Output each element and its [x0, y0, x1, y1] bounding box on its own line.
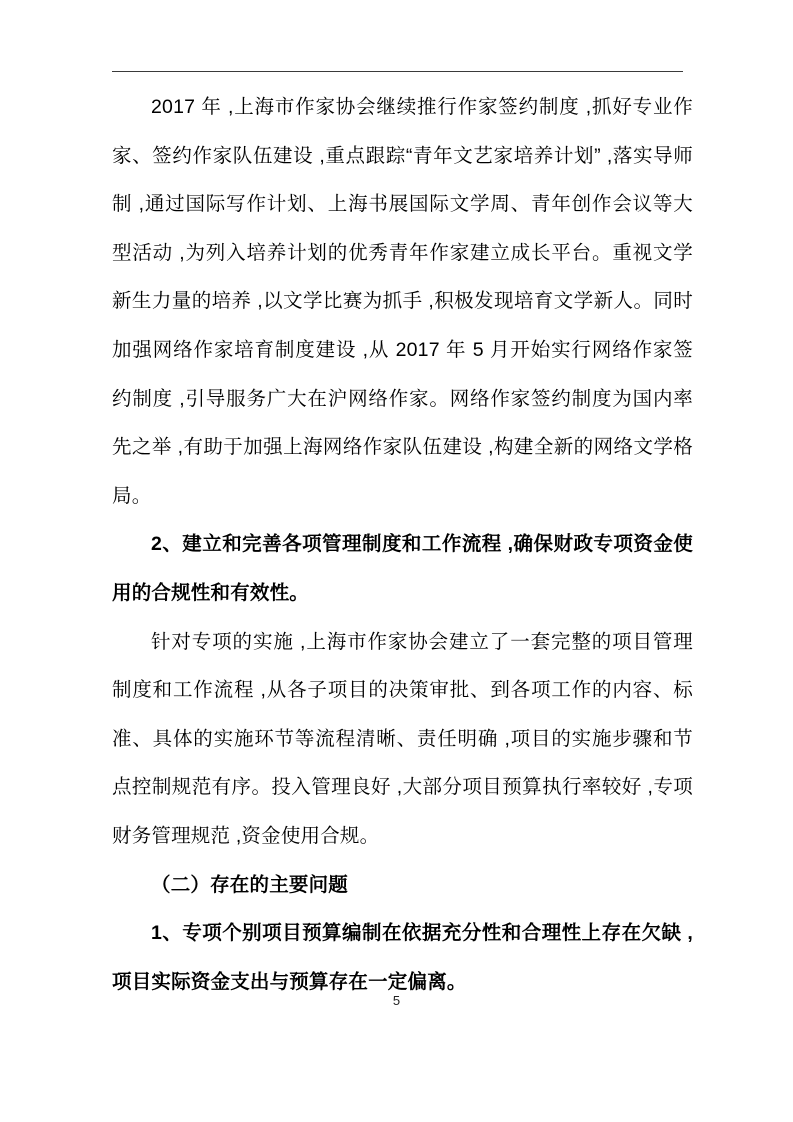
page-footer	[0, 992, 793, 1010]
page-number: 5	[392, 993, 401, 1008]
header-rule	[112, 71, 683, 72]
paragraph-signing-system: 2017 年 ,上海市作家协会继续推行作家签约制度 ,抓好专业作家、签约作家队伍建设 ,重点跟踪“青年文艺家培养计划” ,落实导师制 ,通过国际写作计划、上海书展国际文学周、青年创作会议等大型活动 ,为列入培养计划的优秀青年作家建立成长平台。重视文学新生力量的培养 ,以文学比赛为抓手 ,积极发现培育文学新人。同时加强网络作家培育制度建设 ,从 2017 年 5 月开始实行网络作家签约制度 ,引导服务广大在沪网络作家。网络作家签约制度为国内率先之举 ,有助于加强上海网络作家队伍建设 ,构建全新的网络文学格局。	[112, 96, 693, 507]
document-body	[112, 83, 693, 1006]
paragraph-project-management: 针对专项的实施 ,上海市作家协会建立了一套完整的项目管理制度和工作流程 ,从各子项目的决策审批、到各项工作的内容、标准、具体的实施环节等流程清晰、责任明确 ,项目的实施步骤和节点控制规范有序。投入管理良好 ,大部分项目预算执行率较好 ,专项财务管理规范 ,资金使用合规。	[112, 630, 693, 847]
heading-budget-deviation: 1、专项个别项目预算编制在依据充分性和合理性上存在欠缺 ,项目实际资金支出与预算存在一定偏离。	[112, 922, 693, 993]
heading-main-problems: （二）存在的主要问题	[151, 873, 349, 896]
heading-management-system: 2、建立和完善各项管理制度和工作流程 ,确保财政专项资金使用的合规性和有效性。	[112, 533, 693, 604]
